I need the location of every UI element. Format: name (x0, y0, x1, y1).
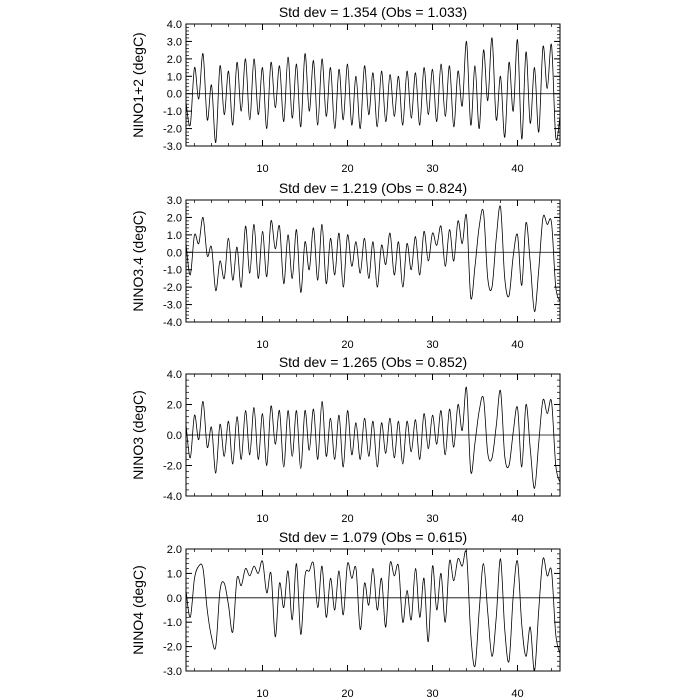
x-tick-label: 40 (511, 513, 524, 525)
y-tick-label: -3.0 (163, 299, 182, 312)
x-tick-label: 40 (511, 688, 524, 700)
y-tick-label: 0.0 (166, 247, 182, 260)
y-tick-label: 1.0 (166, 568, 182, 581)
panel-title: Std dev = 1.219 (Obs = 0.824) (278, 180, 468, 196)
y-tick-label: 2.0 (166, 212, 182, 225)
x-tick-label: 30 (426, 513, 439, 525)
y-tick-label: -1.0 (163, 264, 182, 277)
x-tick-label: 30 (426, 339, 439, 351)
y-tick-label: 2.0 (166, 399, 182, 412)
y-axis-label: NINO3 (degC) (130, 390, 146, 480)
x-tick-label: 20 (341, 513, 354, 525)
x-tick-label: 40 (511, 339, 524, 351)
y-tick-label: -2.0 (163, 123, 182, 136)
x-tick-label: 10 (256, 513, 269, 525)
y-tick-label: -2.0 (163, 460, 182, 473)
x-tick-label: 10 (256, 339, 269, 351)
y-tick-label: -4.0 (163, 491, 182, 503)
y-tick-label: 2.0 (166, 53, 182, 66)
panel-3 (130, 354, 560, 525)
series-line (186, 38, 560, 143)
x-tick-label: 10 (256, 688, 269, 700)
panel-1 (130, 4, 560, 175)
x-tick-label: 10 (256, 163, 269, 175)
x-tick-label: 20 (341, 339, 354, 351)
y-tick-label: -3.0 (163, 141, 182, 153)
y-axis-label: NINO1+2 (degC) (130, 32, 146, 138)
y-tick-label: 1.0 (166, 71, 182, 84)
series-line (186, 387, 560, 488)
y-tick-label: -2.0 (163, 641, 182, 654)
panel-title: Std dev = 1.265 (Obs = 0.852) (278, 354, 468, 370)
y-tick-label: 1.0 (166, 229, 182, 242)
y-tick-label: 3.0 (166, 195, 182, 207)
y-tick-label: 3.0 (166, 36, 182, 49)
x-tick-label: 40 (511, 163, 524, 175)
y-tick-label: -2.0 (163, 282, 182, 295)
series-line (186, 206, 560, 312)
y-tick-label: -3.0 (163, 666, 182, 678)
y-tick-label: 2.0 (166, 544, 182, 556)
panel-4 (130, 529, 560, 700)
y-tick-label: 0.0 (166, 88, 182, 101)
y-axis-label: NINO4 (degC) (130, 565, 146, 655)
y-tick-label: 0.0 (166, 592, 182, 605)
y-tick-label: -1.0 (163, 617, 182, 630)
y-tick-label: 4.0 (166, 369, 182, 381)
y-tick-label: -1.0 (163, 106, 182, 119)
y-axis-label: NINO3.4 (degC) (130, 210, 146, 312)
panel-2 (130, 180, 560, 351)
x-tick-label: 20 (341, 688, 354, 700)
y-tick-label: 0.0 (166, 430, 182, 442)
panel-title: Std dev = 1.079 (Obs = 0.615) (278, 529, 468, 545)
y-tick-label: -4.0 (163, 317, 182, 329)
x-tick-label: 20 (341, 163, 354, 175)
x-tick-label: 30 (426, 163, 439, 175)
panel-title: Std dev = 1.354 (Obs = 1.033) (278, 4, 468, 20)
series-line (186, 551, 560, 671)
x-tick-label: 30 (426, 688, 439, 700)
y-tick-label: 4.0 (166, 19, 182, 31)
